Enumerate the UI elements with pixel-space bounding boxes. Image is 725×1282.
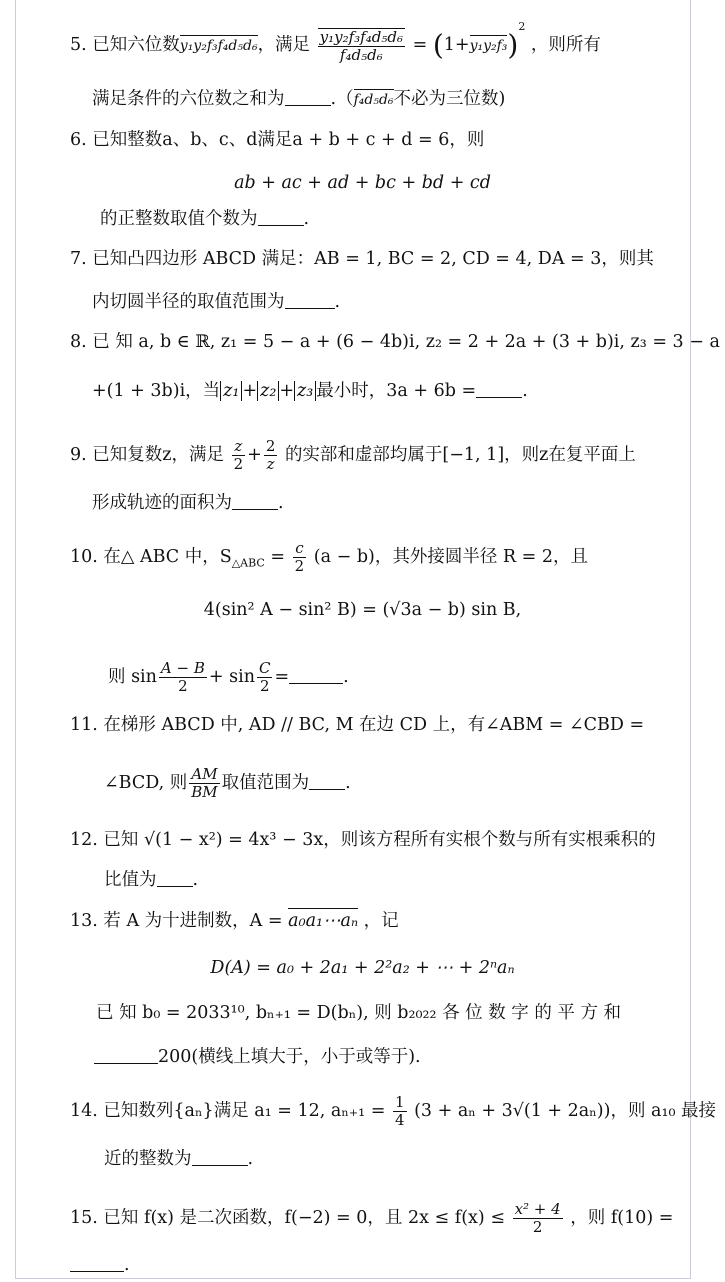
problem-14-line-1: 14. 已知数列{aₙ}满足 a₁ = 12, aₙ₊₁ = $\frac{1}{4}$ (3 + aₙ + 3√(1 + 2aₙ))，则 a₁₀ 最接 (70, 1093, 717, 1129)
problem-13-definition: D(A) = a₀ + 2a₁ + 2²a₂ + ⋯ + 2ⁿaₙ (210, 958, 515, 978)
problem-6-expression: ab + ac + ad + bc + bd + cd (234, 173, 491, 193)
problem-8-line-2: +(1 + 3b)i，当 z₁ + z₂ + z₃ 最小时，3a + 6b = . (92, 381, 528, 401)
problem-6-line-3: 的正整数取值个数为 . (100, 209, 310, 229)
problem-13-line-4: 200(横线上填大于，小于或等于). (94, 1046, 421, 1068)
problem-10-line-1: 10. 在△ ABC 中，$S_{\triangle ABC}$ = $\frac{c}{2}$ (a − b)，其外接圆半径 R = 2，且 (70, 539, 589, 575)
problem-14-line-2: 近的整数为 . (104, 1149, 254, 1169)
problem-6-line-1: 6. 已知整数a、b、c、d满足a + b + c + d = 6，则 (70, 130, 485, 150)
problem-10-line-3: 则 sin $\frac{A - B}{2}$ + sin $\frac{C}{2}$ = . (108, 659, 349, 695)
problem-9-line-1: 9. 已知复数z，满足 $\frac{z}{2}$ + $\frac{2}{z}$ 的实部和虚部均属于[−1, 1]，则z在复平面上 (70, 437, 636, 473)
problem-7-line-2: 内切圆半径的取值范围为 . (92, 292, 341, 312)
problem-11-line-1: 11. 在梯形 ABCD 中, AD // BC, M 在边 CD 上，有∠ABM = ∠CBD = (70, 715, 645, 735)
problem-11-line-2: ∠BCD, 则 $\frac{AM}{BM}$ 取值范围为 . (104, 765, 351, 801)
problem-10-equation: 4(sin² A − sin² B) = (√3a − b) sin B, (203, 600, 522, 620)
problem-12-line-2: 比值为 . (104, 870, 199, 890)
problem-8-line-1: 8. 已 知 a, b ∈ ℝ, z₁ = 5 − a + (6 − 4b)i, z₂ = 2 + 2a + (3 + b)i, z₃ = 3 − a (70, 332, 720, 352)
problem-15-line-2: . (70, 1254, 130, 1276)
problem-12-line-1: 12. 已知 √(1 − x²) = 4x³ − 3x，则该方程所有实根个数与所有实根乘积的 (70, 830, 656, 850)
problem-5-line-2: 满足条件的六位数之和为 .（f₄d₅d₆不必为三位数) (92, 89, 506, 109)
problem-13-line-3: 已 知 b₀ = 2033¹⁰, bₙ₊₁ = D(bₙ), 则 b₂₀₂₂ 各 位 数 字 的 平 方 和 (96, 1003, 622, 1023)
problem-5-fraction: $\frac{\text{y₁y₂f₃f₄d₅d₆}}{\text{f₄d₅d₆}}$ (319, 27, 403, 64)
problem-5-line-1: 5. 已知六位数y₁y₂f₃f₄d₅d₆，满足 $\frac{\text{y₁y₂f₃f₄d₅d₆}}{\text{f₄d₅d₆}}$ = $(1+y_1y_2f_3)^2$ ，则所有 (70, 20, 601, 64)
problem-9-line-2: 形成轨迹的面积为 . (92, 493, 284, 513)
problem-7-line-1: 7. 已知凸四边形 ABCD 满足：AB = 1, BC = 2, CD = 4, DA = 3，则其 (70, 249, 654, 269)
problem-13-line-1: 13. 若 A 为十进制数，A = a₀a₁⋯aₙ ，记 (70, 910, 399, 932)
problem-15-line-1: 15. 已知 f(x) 是二次函数，f(−2) = 0，且 2x ≤ f(x) ≤ $\frac{\text{x² + 4}}{2}$ ，则 f(10) = (70, 1200, 674, 1236)
